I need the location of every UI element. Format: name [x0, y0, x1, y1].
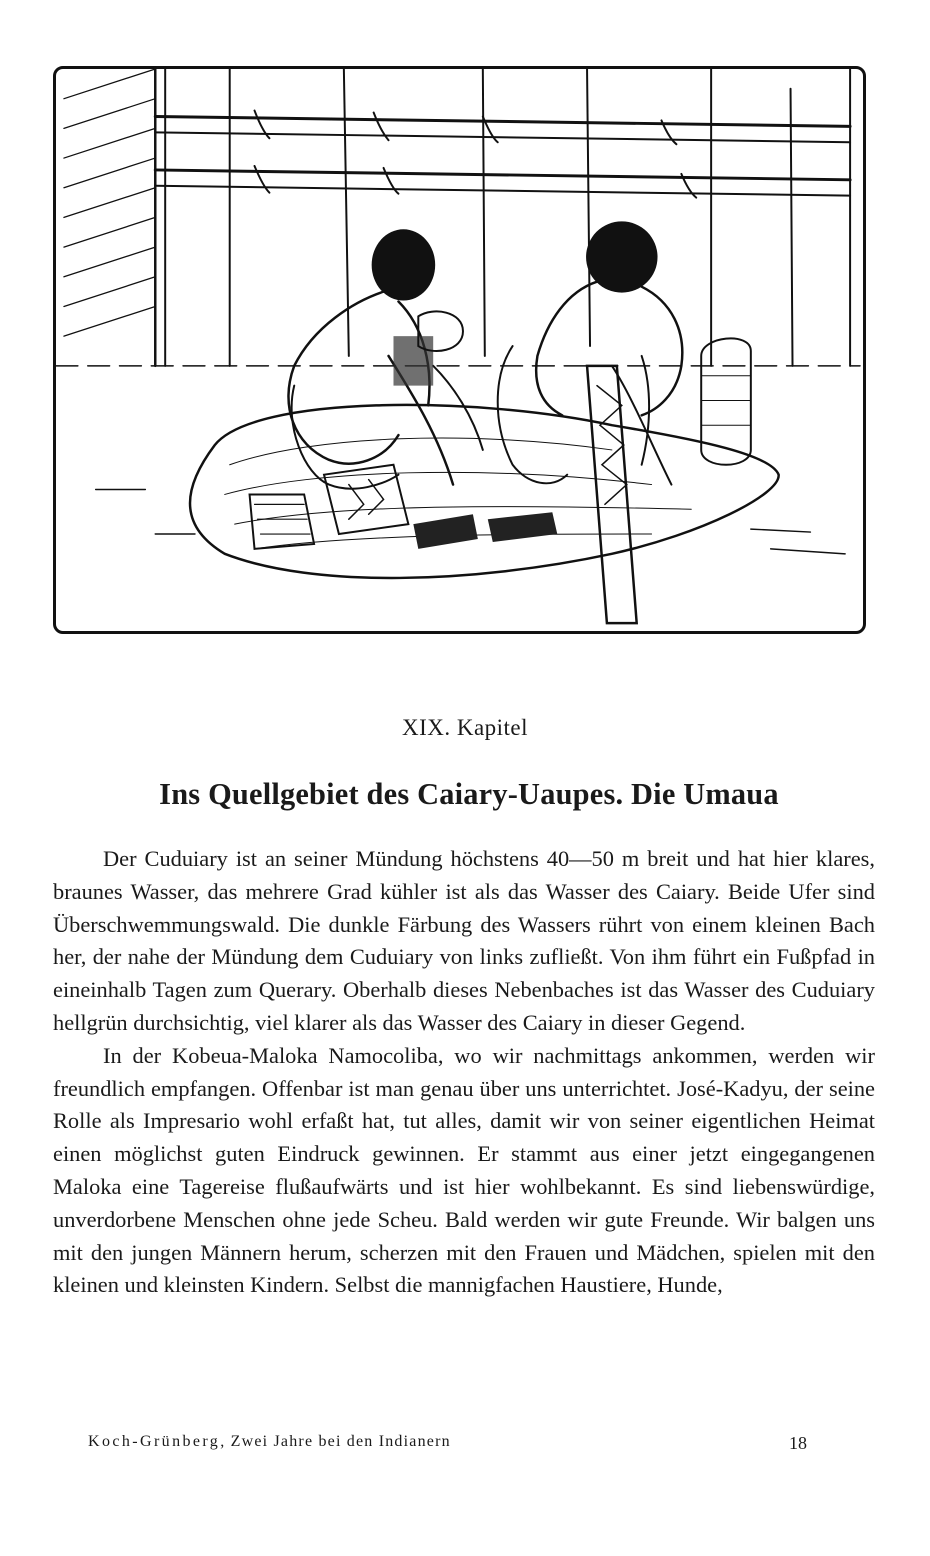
footer-author: Koch-Grünberg: [88, 1433, 221, 1450]
paragraph: Der Cuduiary ist an seiner Mündung höchstens 40—50 m breit und hat hier klares, braunes Wasser, das mehrere Grad kühler ist als das Wasser des Caiary. Beide Ufer sind Überschwemmungswald. Die dunkle Färbung des Wassers rührt von einem kleinen Bach her, der nahe der Mündung dem Cuduiary von links zufließt. Von ihm führt ein Fußpfad in eineinhalb Tagen zum Querary. Oberhalb dieses Nebenbaches ist das Wasser des Cuduiary hellgrün durchsichtig, viel klarer als das Wasser des Caiary in dieser Gegend.: [53, 846, 875, 1035]
body-text: [53, 843, 875, 1302]
footer-citation: [88, 1433, 828, 1451]
illustration-frame: [53, 66, 866, 634]
footer-book-title: , Zwei Jahre bei den Indianern: [220, 1433, 451, 1450]
chapter-label: XIX. Kapitel: [401, 715, 529, 740]
page-number: 18: [789, 1433, 807, 1453]
chapter-title: Ins Quellgebiet des Caiary-Uaupes. Die Umaua: [159, 776, 779, 811]
paragraph: In der Kobeua-Maloka Namocoliba, wo wir nachmittags ankommen, werden wir freundlich empfangen. Offenbar ist man genau über uns unterrichtet. José-Kadyu, der seine Rolle als Impresario wohl erfaßt hat, tut alles, damit wir von seiner eigentlichen Heimat einen möglichst guten Eindruck gewinnen. Er stammt aus einer jetzt eingegangenen Maloka eine Tagereise flußaufwärts und ist hier wohlbekannt. Es sind liebenswürdige, unverdorbene Menschen ohne jede Scheu. Bald werden wir gute Freunde. Wir balgen uns mit den jungen Männern herum, scherzen mit den Frauen und Mädchen, spielen mit den kleinen und kleinsten Kindern. Selbst die mannigfachen Haustiere, Hunde,: [53, 1042, 875, 1298]
two-men-crafting-illustration: [56, 69, 863, 631]
